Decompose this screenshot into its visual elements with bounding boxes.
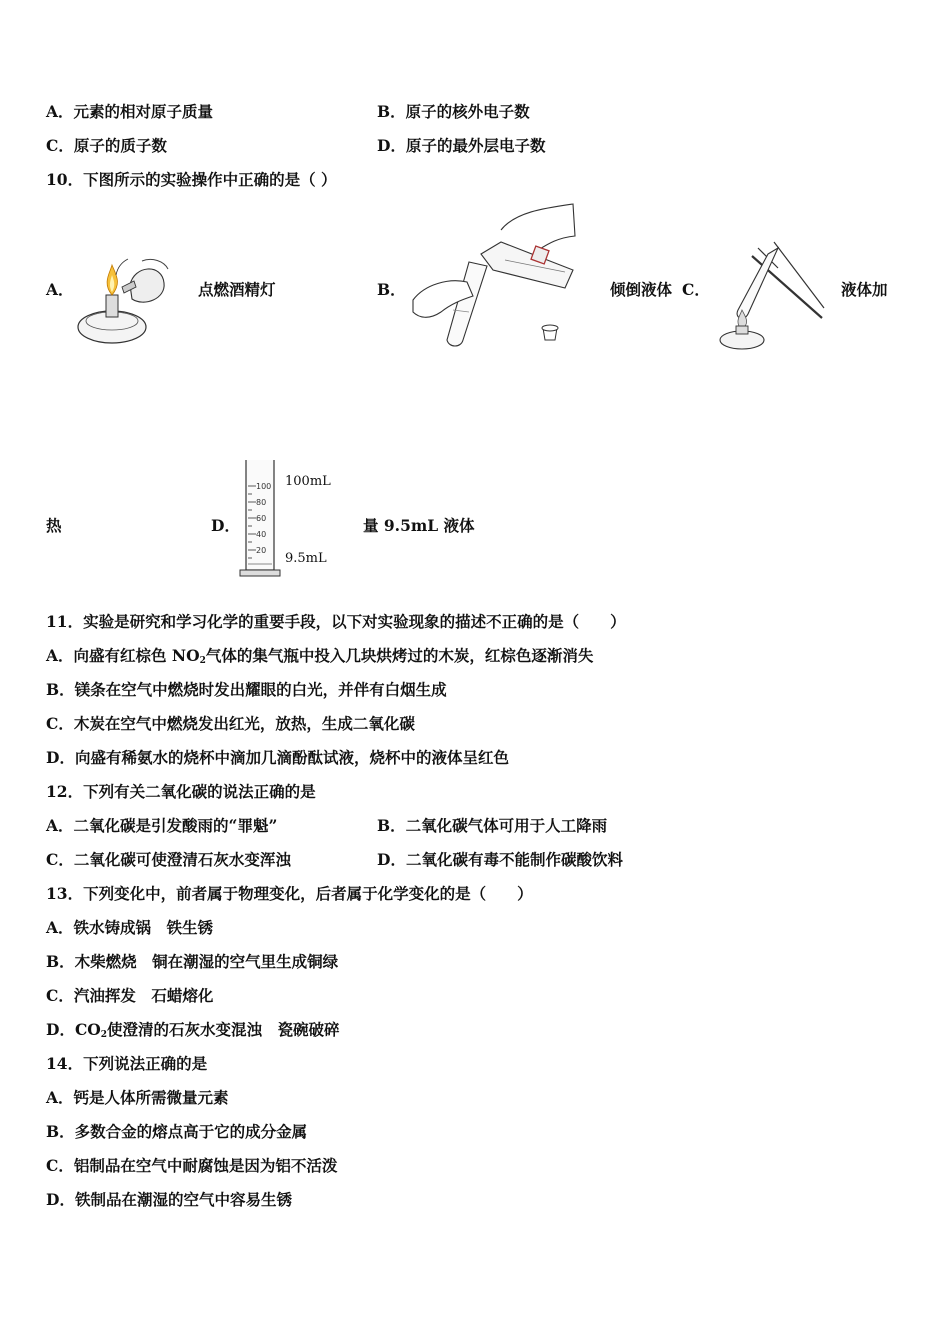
q14-option-b: B．多数合金的熔点高于它的成分金属 xyxy=(46,1122,308,1141)
q12-option-a: A．二氧化碳是引发酸雨的“罪魁” xyxy=(46,816,278,835)
cyl-tick-80: 80 xyxy=(256,498,267,507)
cylinder-top-label: 100mL xyxy=(285,474,331,489)
q10-option-c-caption: 液体加 xyxy=(841,280,888,299)
q10-option-a-caption: 点燃酒精灯 xyxy=(198,280,276,299)
q11-option-b: B．镁条在空气中燃烧时发出耀眼的白光，并伴有白烟生成 xyxy=(46,680,447,699)
q14-option-d: D．铁制品在潮湿的空气中容易生锈 xyxy=(46,1190,292,1209)
q9-option-d: D．原子的最外层电子数 xyxy=(377,136,546,155)
q10-option-d-caption: 量 9.5mL 液体 xyxy=(363,516,475,535)
q10-option-c-letter: C． xyxy=(682,280,710,299)
q10-stem: 10．下图所示的实验操作中正确的是（ ） xyxy=(46,170,337,189)
q12-option-c: C．二氧化碳可使澄清石灰水变浑浊 xyxy=(46,850,291,869)
q9-option-b: B．原子的核外电子数 xyxy=(377,102,530,121)
cyl-tick-20: 20 xyxy=(256,546,267,555)
cylinder-bottom-label: 9.5mL xyxy=(285,551,327,566)
q14-stem: 14．下列说法正确的是 xyxy=(46,1054,208,1073)
heating-liquid-figure xyxy=(712,238,830,352)
q12-stem: 12．下列有关二氧化碳的说法正确的是 xyxy=(46,782,316,801)
q9-option-a: A．元素的相对原子质量 xyxy=(46,102,214,121)
q9-option-c: C．原子的质子数 xyxy=(46,136,167,155)
alcohol-lamp-lighting-figure xyxy=(72,255,172,350)
q11-option-a: A．向盛有红棕色 $NO_2$气体的集气瓶中投入几块烘烤过的木炭，红棕色逐渐消失 xyxy=(46,646,594,666)
q13-option-b: B．木柴燃烧 铜在潮湿的空气里生成铜绿 xyxy=(46,952,339,971)
q14-option-c: C．铝制品在空气中耐腐蚀是因为铝不活泼 xyxy=(46,1156,338,1175)
q10-option-a-letter: A． xyxy=(46,280,74,299)
cyl-tick-100: 100 xyxy=(256,482,272,491)
q13-option-d: D．$CO_2$使澄清的石灰水变混浊 瓷碗破碎 xyxy=(46,1020,340,1040)
q10-option-b-letter: B． xyxy=(377,280,406,299)
q11-stem: 11．实验是研究和学习化学的重要手段，以下对实验现象的描述不正确的是（ ） xyxy=(46,612,626,631)
q14-option-a: A．钙是人体所需微量元素 xyxy=(46,1088,229,1107)
q12-option-d: D．二氧化碳有毒不能制作碳酸饮料 xyxy=(377,850,623,869)
q10-option-b-caption: 倾倒液体 xyxy=(610,280,673,299)
cyl-tick-40: 40 xyxy=(256,530,267,539)
q13-stem: 13．下列变化中，前者属于物理变化，后者属于化学变化的是（ ） xyxy=(46,884,533,903)
pouring-liquid-figure xyxy=(405,200,580,352)
q10-option-d-letter: D． xyxy=(211,516,240,535)
q11-option-c: C．木炭在空气中燃烧发出红光，放热，生成二氧化碳 xyxy=(46,714,415,733)
q11-option-d: D．向盛有稀氨水的烧杯中滴加几滴酚酞试液，烧杯中的液体呈红色 xyxy=(46,748,509,767)
q13-option-a: A．铁水铸成锅 铁生锈 xyxy=(46,918,214,937)
q12-option-b: B．二氧化碳气体可用于人工降雨 xyxy=(377,816,608,835)
q10-option-c-caption-cont: 热 xyxy=(46,516,62,535)
q13-option-c: C．汽油挥发 石蜡熔化 xyxy=(46,986,214,1005)
cyl-tick-60: 60 xyxy=(256,514,267,523)
graduated-cylinder-figure xyxy=(238,456,284,580)
